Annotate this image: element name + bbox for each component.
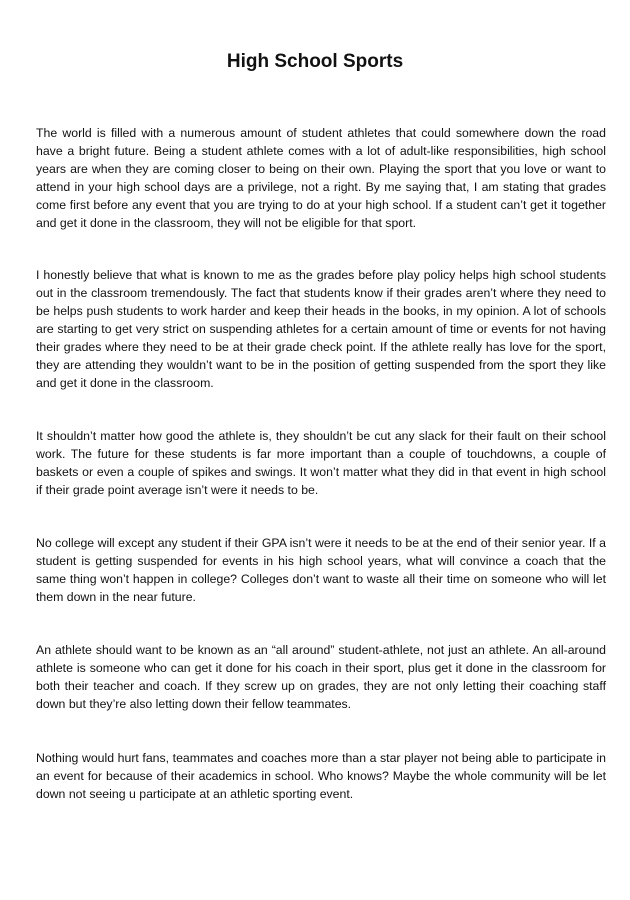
paragraph-2: I honestly believe that what is known to me as the grades before play policy helps high school students out in the classroom tremendously. The fact that students know if their grades aren’t where they need to be helps push students to work harder and keep their heads in the books, in my opinion. A lot of schools are starting to get very strict on suspending athletes for a certain amount of time or events for not having their grades where they need to be at their grade check point. If the athlete really has love for the sport, they are attending they wouldn’t want to be in the position of getting suspended from the sport they like and get it done in the classroom.: [36, 268, 606, 390]
paragraph-1: The world is filled with a numerous amount of student athletes that could somewhere down the road have a bright future. Being a student athlete comes with a lot of adult-like responsibilities, high school years are when they are coming closer to being on their own. Playing the sport that you love or want to attend in your high school days are a privilege, not a right. By me saying that, I am stating that grades come first before any event that you are trying to do at your high school. If a student can’t get it together and get it done in the classroom, they will not be eligible for that sport.: [36, 126, 606, 230]
paragraph-4: No college will except any student if their GPA isn’t were it needs to be at the end of their senior year. If a student is getting suspended for events in his high school years, what will convince a coach that the same thing won’t happen in college? Colleges don’t want to waste all their time on someone who will let them down in the near future.: [36, 536, 606, 604]
paragraph-5: An athlete should want to be known as an “all around” student-athlete, not just an athlete. An all-around athlete is someone who can get it done for his coach in their sport, plus get it done in the classroom for both their teacher and coach. If they screw up on grades, they are not only letting their coaching staff down but they’re also letting down their fellow teammates.: [36, 643, 606, 711]
document-title: High School Sports: [226, 51, 404, 72]
paragraph-3: It shouldn’t matter how good the athlete is, they shouldn’t be cut any slack for their fault on their school work. The future for these students is far more important than a couple of touchdowns, a couple of baskets or even a couple of spikes and swings. It won’t matter what they did in that event in high school if their grade point average isn’t were it needs to be.: [36, 429, 606, 497]
paragraph-6: Nothing would hurt fans, teammates and coaches more than a star player not being able to participate in an event for because of their academics in school. Who knows? Maybe the whole community will be let down not seeing u participate at an athletic sporting event.: [36, 751, 606, 801]
